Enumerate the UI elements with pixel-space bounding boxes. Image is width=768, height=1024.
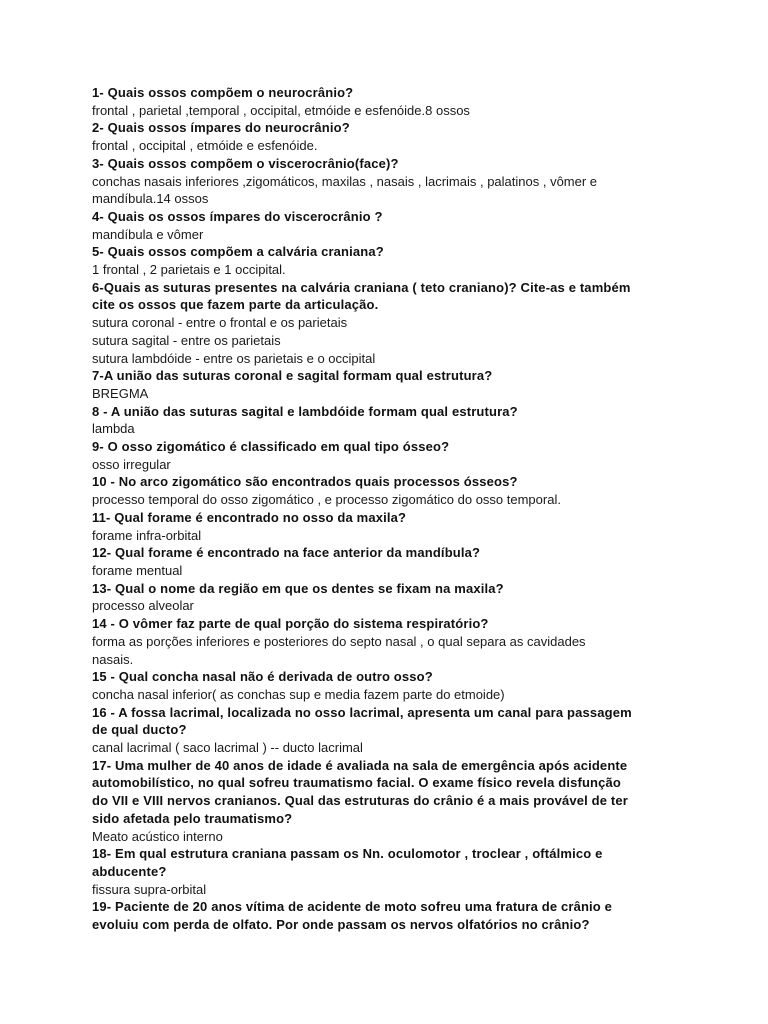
question-line: do VII e VIII nervos cranianos. Qual das estruturas do crânio é a mais provável de ter [92, 793, 628, 809]
answer-line: Meato acústico interno [92, 828, 223, 844]
answer-line: BREGMA [92, 385, 149, 401]
qa-item [92, 615, 652, 668]
question-line: 18- Em qual estrutura craniana passam os Nn. oculomotor , troclear , oftálmico e [92, 846, 603, 862]
question-line: 9- O osso zigomático é classificado em qual tipo ósseo? [92, 439, 450, 455]
answer-line: lambda [92, 421, 135, 437]
answer-line: processo temporal do osso zigomático , e processo zigomático do osso temporal. [92, 492, 561, 508]
question-line: automobilístico, no qual sofreu traumatismo facial. O exame físico revela disfunção [92, 775, 621, 791]
answer-line: frontal , occipital , etmóide e esfenóide. [92, 138, 318, 154]
answer-line: forame mentual [92, 562, 183, 578]
qa-item [92, 668, 652, 703]
answer-line: mandíbula.14 ossos [92, 191, 209, 207]
answer-line: mandíbula e vômer [92, 226, 204, 242]
question-line: evoluiu com perda de olfato. Por onde passam os nervos olfatórios no crânio? [92, 917, 590, 933]
qa-item [92, 155, 652, 208]
question-line: 3- Quais ossos compõem o viscerocrânio(face)? [92, 155, 399, 171]
qa-item [92, 119, 652, 154]
answer-line: frontal , parietal ,temporal , occipital, etmóide e esfenóide.8 ossos [92, 102, 470, 118]
question-line: 16 - A fossa lacrimal, localizada no osso lacrimal, apresenta um canal para passagem [92, 704, 632, 720]
answer-line: sutura sagital - entre os parietais [92, 332, 281, 348]
qa-item [92, 438, 652, 473]
question-line: 11- Qual forame é encontrado no osso da maxila? [92, 509, 407, 525]
question-line: 5- Quais ossos compõem a calvária craniana? [92, 244, 384, 260]
qa-item [92, 757, 652, 846]
question-line: 6-Quais as suturas presentes na calvária craniana ( teto craniano)? Cite-as e também [92, 279, 631, 295]
qa-item [92, 473, 652, 508]
question-line: 12- Qual forame é encontrado na face anterior da mandíbula? [92, 545, 481, 561]
qa-item [92, 403, 652, 438]
qa-item [92, 243, 652, 278]
question-line: de qual ducto? [92, 722, 187, 738]
qa-item [92, 509, 652, 544]
question-line: 7-A união das suturas coronal e sagital formam qual estrutura? [92, 368, 493, 384]
qa-item [92, 279, 652, 368]
qa-item [92, 898, 652, 933]
question-line: abducente? [92, 863, 167, 879]
answer-line: 1 frontal , 2 parietais e 1 occipital. [92, 262, 286, 278]
answer-line: sutura coronal - entre o frontal e os parietais [92, 315, 348, 331]
answer-line: forma as porções inferiores e posteriores do septo nasal , o qual separa as cavidades [92, 633, 586, 649]
answer-line: fissura supra-orbital [92, 881, 207, 897]
answer-line: osso irregular [92, 456, 171, 472]
question-line: 13- Qual o nome da região em que os dentes se fixam na maxila? [92, 580, 504, 596]
question-line: 14 - O vômer faz parte de qual porção do sistema respiratório? [92, 616, 489, 632]
question-line: cite os ossos que fazem parte da articulação. [92, 297, 379, 313]
qa-item [92, 208, 652, 243]
answer-line: forame infra-orbital [92, 527, 202, 543]
qa-item [92, 704, 652, 757]
question-line: 10 - No arco zigomático são encontrados quais processos ósseos? [92, 474, 518, 490]
qa-item [92, 84, 652, 119]
answer-line: concha nasal inferior( as conchas sup e media fazem parte do etmoide) [92, 686, 505, 702]
answer-line: conchas nasais inferiores ,zigomáticos, maxilas , nasais , lacrimais , palatinos , vômer e [92, 173, 598, 189]
qa-item [92, 580, 652, 615]
question-line: 8 - A união das suturas sagital e lambdóide formam qual estrutura? [92, 403, 518, 419]
question-line: 15 - Qual concha nasal não é derivada de outro osso? [92, 669, 433, 685]
qa-item [92, 544, 652, 579]
question-line: 2- Quais ossos ímpares do neurocrânio? [92, 120, 350, 136]
question-line: 17- Uma mulher de 40 anos de idade é avaliada na sala de emergência após acidente [92, 757, 628, 773]
question-line: 19- Paciente de 20 anos vítima de acidente de moto sofreu uma fratura de crânio e [92, 899, 613, 915]
question-line: 1- Quais ossos compõem o neurocrânio? [92, 85, 354, 100]
answer-line: processo alveolar [92, 598, 194, 614]
answer-line: nasais. [92, 651, 134, 667]
question-line: sido afetada pelo traumatismo? [92, 810, 293, 826]
question-line: 4- Quais os ossos ímpares do viscerocrânio ? [92, 208, 383, 224]
answer-line: canal lacrimal ( saco lacrimal ) -- ducto lacrimal [92, 740, 363, 756]
qa-item [92, 845, 652, 898]
qa-item [92, 367, 652, 402]
answer-line: sutura lambdóide - entre os parietais e o occipital [92, 350, 376, 366]
document-page [92, 84, 652, 934]
